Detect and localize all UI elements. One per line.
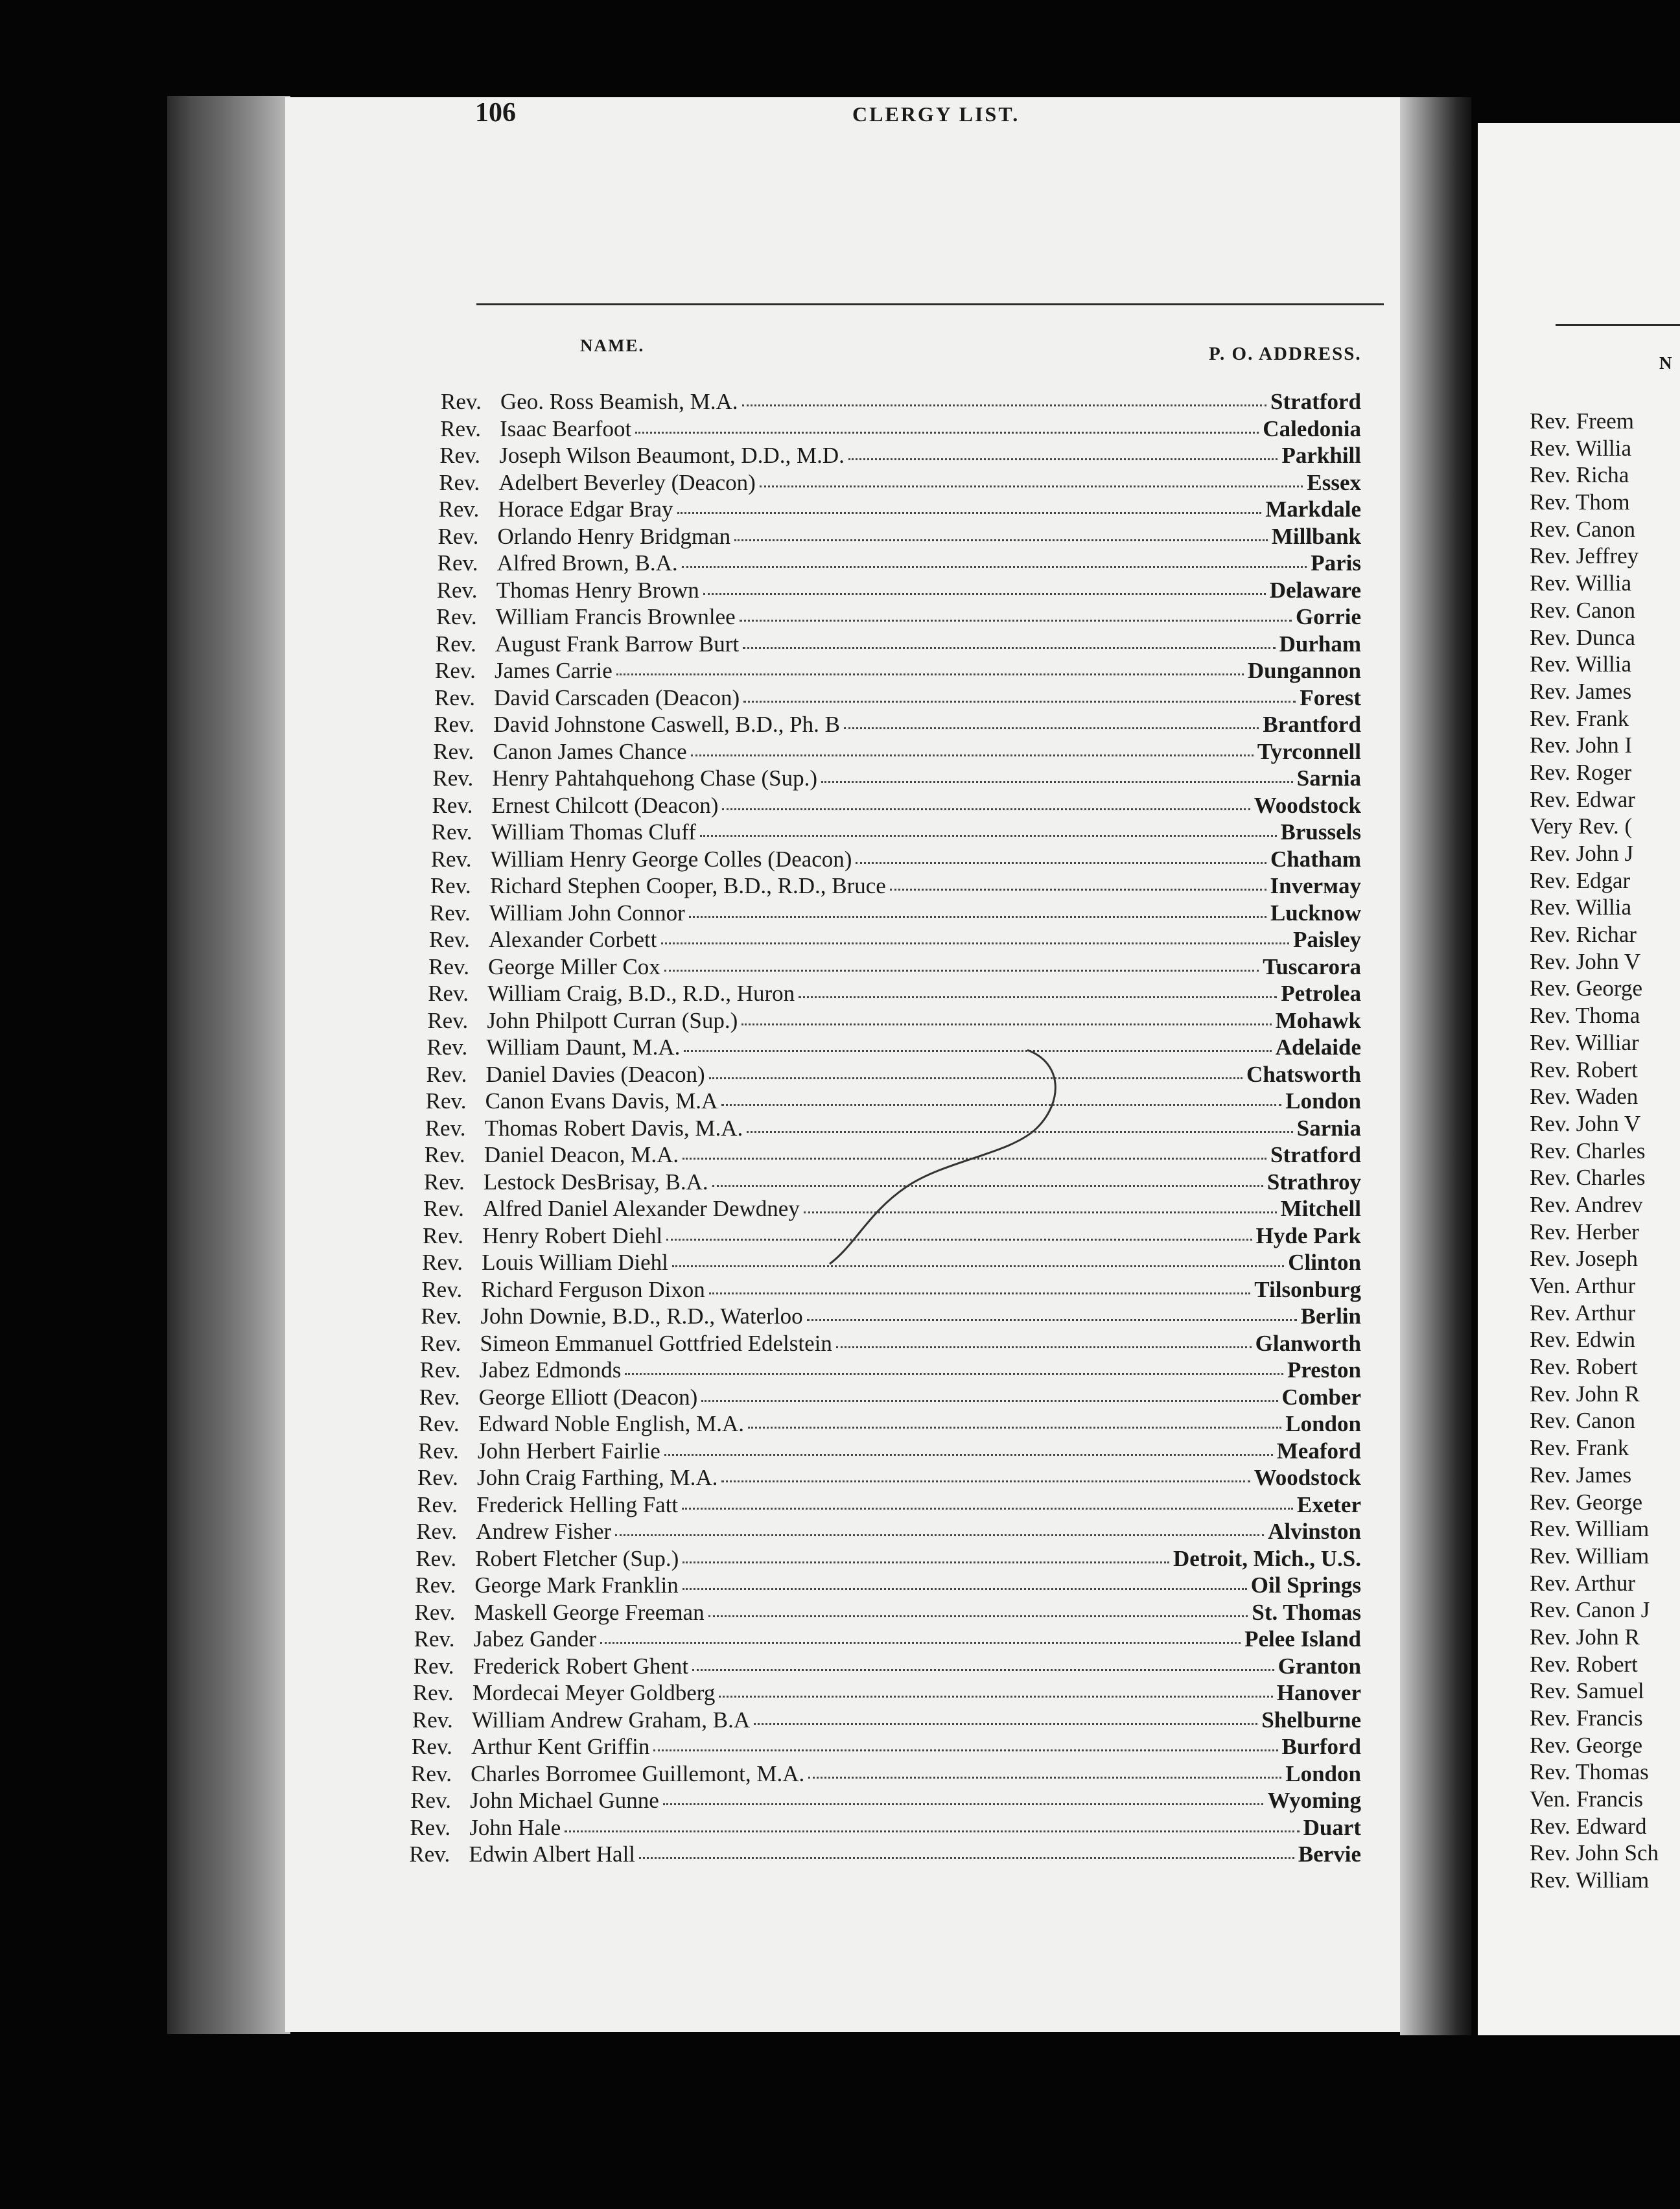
entry-name: John Downie, B.D., R.D., Waterloo: [480, 1303, 803, 1329]
entry-address: Petrolea: [1281, 981, 1361, 1006]
entry-name: Daniel Davies (Deacon): [485, 1061, 705, 1087]
entry-address: Millbank: [1271, 523, 1361, 549]
facing-entry: Rev. John Sch: [1530, 1840, 1659, 1866]
facing-entry: Rev. Canon: [1530, 1408, 1635, 1434]
entry-address: Chatham: [1270, 846, 1361, 872]
facing-entry: Rev. Charles: [1530, 1138, 1646, 1163]
entry-name: John Craig Farthing, M.A.: [477, 1465, 718, 1490]
entry-address: Alvinston: [1268, 1519, 1361, 1544]
entry-address: Berlin: [1300, 1303, 1361, 1329]
entry-address: Forest: [1300, 684, 1361, 710]
facing-entry: Rev. Edwar: [1530, 786, 1635, 812]
entry-name: William Daunt, M.A.: [486, 1034, 681, 1060]
entry-name: Orlando Henry Bridgman: [497, 523, 731, 549]
entry-address: Shelburne: [1261, 1707, 1361, 1733]
facing-entry: Rev. Herber: [1530, 1219, 1639, 1245]
facing-entry: Rev. Robert: [1530, 1354, 1638, 1380]
entry-prefix: Rev.: [432, 766, 474, 791]
facing-entry: Rev. Richa: [1530, 462, 1629, 488]
entry-address: Sarnia: [1296, 766, 1361, 791]
entry-address: Exeter: [1296, 1491, 1361, 1517]
entry-prefix: Rev.: [440, 415, 481, 441]
entry-address: Tyrconnell: [1257, 738, 1361, 764]
facing-entry: Rev. Freem: [1530, 408, 1635, 434]
entry-name: James Carrie: [495, 658, 612, 683]
entry-address: Delaware: [1269, 577, 1361, 603]
facing-entry: Rev. Edward: [1530, 1813, 1647, 1839]
entry-name: Henry Pahtahquehong Chase (Sup.): [492, 766, 817, 791]
entry-prefix: Rev.: [435, 658, 476, 683]
entry-address: Tuscarora: [1263, 953, 1361, 979]
entry-prefix: Rev.: [431, 819, 472, 845]
entry-prefix: Rev.: [425, 1088, 467, 1114]
entry-address: Stratford: [1270, 1142, 1361, 1167]
facing-entry: Rev. Frank: [1530, 705, 1629, 731]
facing-entry: Rev. Robert: [1530, 1057, 1638, 1082]
entry-address: Clinton: [1288, 1250, 1361, 1275]
entry-name: John Herbert Fairlie: [477, 1438, 660, 1464]
entry-name: Jabez Edmonds: [479, 1357, 622, 1383]
facing-entry: Rev. Edgar: [1530, 867, 1631, 893]
entry-address: Hanover: [1276, 1680, 1361, 1705]
facing-entry: Rev. Arthur: [1530, 1570, 1635, 1596]
facing-entry: Rev. Willia: [1530, 435, 1632, 461]
entry-address: Preston: [1287, 1357, 1361, 1383]
entry-name: Ernest Chilcott (Deacon): [491, 792, 719, 818]
facing-column-header: N: [1659, 353, 1672, 373]
entry-prefix: Rev.: [425, 1115, 466, 1141]
entry-name: Maskell George Freeman: [474, 1599, 705, 1625]
facing-entry: Rev. William: [1530, 1543, 1650, 1569]
entry-address: Paisley: [1293, 927, 1361, 952]
entry-address: Adelaide: [1275, 1034, 1361, 1060]
facing-entry: Rev. Waden: [1530, 1084, 1639, 1110]
facing-entry: Rev. Willia: [1530, 570, 1632, 596]
entry-prefix: Rev.: [418, 1411, 460, 1436]
facing-entry: Rev. Robert: [1530, 1651, 1638, 1677]
running-title: CLERGY LIST.: [852, 102, 1020, 126]
facing-entry: Rev. Thoma: [1530, 1003, 1640, 1029]
entry-prefix: Rev.: [438, 497, 480, 522]
entry-prefix: Rev.: [410, 1814, 451, 1840]
entry-address: Glanworth: [1255, 1330, 1361, 1356]
entry-name: Mordecai Meyer Goldberg: [472, 1680, 716, 1705]
facing-entry: Rev. Thomas: [1530, 1759, 1649, 1785]
entry-prefix: Rev.: [439, 469, 480, 495]
facing-entry: Rev. Arthur: [1530, 1300, 1635, 1326]
facing-entry: Rev. Charles: [1530, 1165, 1646, 1191]
entry-address: Sarnia: [1296, 1115, 1361, 1141]
entry-name: Adelbert Beverley (Deacon): [498, 469, 756, 495]
entry-prefix: Rev.: [439, 443, 481, 468]
entry-prefix: Rev.: [430, 846, 472, 872]
entry-prefix: Rev.: [436, 577, 478, 603]
facing-entry: Rev. Williar: [1530, 1029, 1639, 1055]
entry-prefix: Rev.: [429, 927, 470, 952]
entry-name: Jabez Gander: [473, 1626, 597, 1652]
facing-entry: Rev. Joseph: [1530, 1246, 1638, 1272]
entry-address: Granton: [1278, 1653, 1361, 1679]
entry-name: Arthur Kent Griffin: [471, 1734, 650, 1759]
entry-name: Thomas Robert Davis, M.A.: [484, 1115, 743, 1141]
entry-prefix: Rev.: [414, 1599, 456, 1625]
entry-prefix: Rev.: [419, 1384, 460, 1410]
facing-entry: Rev. Roger: [1530, 759, 1632, 785]
facing-entry: Rev. Canon: [1530, 597, 1635, 623]
facing-entry: Rev. Canon J: [1530, 1597, 1650, 1623]
entry-name: Canon Evans Davis, M.A: [485, 1088, 718, 1114]
facing-entry: Rev. James: [1530, 678, 1632, 704]
entry-prefix: Rev.: [426, 1034, 468, 1060]
entry-address: Markdale: [1265, 497, 1361, 522]
entry-prefix: Rev.: [415, 1572, 456, 1598]
entry-name: George Elliott (Deacon): [478, 1384, 698, 1410]
facing-entry: Rev. John V: [1530, 948, 1641, 974]
entry-prefix: Rev.: [419, 1357, 461, 1383]
entry-name: Isaac Bearfoot: [500, 415, 632, 441]
entry-address: Bervie: [1298, 1841, 1361, 1867]
entry-name: Alfred Brown, B.A.: [496, 550, 678, 576]
entry-name: Alfred Daniel Alexander Dewdney: [483, 1196, 800, 1221]
facing-entry: Rev. John R: [1530, 1381, 1640, 1407]
entry-name: August Frank Barrow Burt: [495, 631, 740, 657]
column-header-name: NAME.: [580, 336, 645, 355]
facing-entry: Rev. Willia: [1530, 894, 1632, 920]
entry-name: Joseph Wilson Beaumont, D.D., M.D.: [499, 443, 845, 468]
entry-prefix: Rev.: [429, 900, 471, 926]
entry-prefix: Rev.: [412, 1707, 453, 1733]
entry-prefix: Rev.: [416, 1519, 458, 1544]
entry-address: Mitchell: [1280, 1196, 1361, 1221]
column-header-address: P. O. ADDRESS.: [1209, 344, 1362, 364]
entry-prefix: Rev.: [422, 1250, 463, 1275]
entry-address: Essex: [1307, 469, 1361, 495]
entry-name: David Carscaden (Deacon): [494, 684, 740, 710]
entry-prefix: Rev.: [427, 1007, 469, 1033]
entry-name: George Mark Franklin: [474, 1572, 679, 1598]
entry-name: William Francis Brownlee: [495, 604, 736, 629]
entry-prefix: Rev.: [434, 712, 475, 737]
facing-entry: Very Rev. (: [1530, 813, 1633, 839]
entry-address: Lucknow: [1270, 900, 1361, 926]
facing-entry: Rev. George: [1530, 976, 1642, 1001]
entry-address: London: [1285, 1760, 1361, 1786]
entry-prefix: Rev.: [421, 1303, 462, 1329]
entry-name: Thomas Henry Brown: [496, 577, 699, 603]
entry-name: Frederick Helling Fatt: [476, 1491, 679, 1517]
entry-prefix: Rev.: [423, 1222, 463, 1248]
entry-name: Lestock DesBrisay, B.A.: [483, 1169, 708, 1195]
facing-entry: Rev. Dunca: [1530, 624, 1635, 650]
entry-prefix: Rev.: [423, 1196, 464, 1221]
facing-entry: Rev. Jeffrey: [1530, 543, 1639, 569]
entry-name: Simeon Emmanuel Gottfried Edelstein: [480, 1330, 832, 1356]
entry-address: Gorrie: [1295, 604, 1361, 629]
entry-address: Duart: [1303, 1814, 1361, 1840]
entry-address: Brantford: [1263, 712, 1361, 737]
entry-address: Pelee Island: [1244, 1626, 1361, 1652]
entry-name: Robert Fletcher (Sup.): [475, 1545, 679, 1571]
entry-prefix: Rev.: [428, 981, 469, 1006]
entry-address: Woodstock: [1254, 792, 1361, 818]
entry-prefix: Rev.: [434, 684, 475, 710]
entry-name: Alexander Corbett: [489, 927, 657, 952]
facing-entry: Ven. Francis: [1530, 1786, 1643, 1812]
entry-address: Hyde Park: [1255, 1222, 1361, 1248]
entry-address: Strathroy: [1266, 1169, 1361, 1195]
facing-entry: Rev. Canon: [1530, 516, 1635, 542]
entry-prefix: Rev.: [426, 1061, 467, 1087]
entry-name: John Philpott Curran (Sup.): [487, 1007, 738, 1033]
facing-entry: Rev. Thom: [1530, 489, 1630, 515]
entry-address: Chatsworth: [1246, 1061, 1361, 1087]
entry-name: David Johnstone Caswell, B.D., Ph. B: [493, 712, 840, 737]
entry-prefix: Rev.: [413, 1653, 454, 1679]
entry-prefix: Rev.: [412, 1680, 454, 1705]
entry-prefix: Rev.: [415, 1545, 457, 1571]
entry-address: Detroit, Mich., U.S.: [1173, 1545, 1361, 1571]
entry-address: Oil Springs: [1250, 1572, 1361, 1598]
facing-entry: Rev. George: [1530, 1489, 1642, 1515]
entry-prefix: Rev.: [432, 792, 473, 818]
entry-name: William Thomas Cluff: [491, 819, 696, 845]
entry-prefix: Rev.: [430, 873, 471, 898]
entry-address: Mohawk: [1275, 1007, 1361, 1033]
entry-address: Inverмay: [1270, 873, 1361, 898]
entry-prefix: Rev.: [414, 1626, 455, 1652]
entry-prefix: Rev.: [437, 550, 478, 576]
entry-name: Geo. Ross Beamish, M.A.: [500, 389, 738, 414]
entry-name: John Hale: [469, 1814, 561, 1840]
entry-name: Richard Ferguson Dixon: [481, 1276, 705, 1302]
entry-prefix: Rev.: [433, 738, 474, 764]
facing-entry: Rev. Francis: [1530, 1705, 1643, 1731]
entry-address: Wyoming: [1267, 1788, 1361, 1813]
entry-name: Richard Stephen Cooper, B.D., R.D., Bruce: [489, 873, 886, 898]
entry-address: London: [1285, 1411, 1361, 1436]
page-number: 106: [475, 98, 516, 128]
entry-prefix: Rev.: [441, 389, 482, 414]
entry-name: George Miller Cox: [488, 953, 660, 979]
entry-prefix: Rev.: [438, 523, 479, 549]
facing-entry: Rev. James: [1530, 1462, 1632, 1488]
entry-prefix: Rev.: [424, 1142, 465, 1167]
entry-name: Frederick Robert Ghent: [472, 1653, 689, 1679]
facing-entry: Rev. John V: [1530, 1110, 1641, 1136]
entry-prefix: Rev.: [417, 1491, 458, 1517]
entry-address: Burford: [1281, 1734, 1361, 1759]
entry-address: St. Thomas: [1252, 1599, 1361, 1625]
entry-address: Meaford: [1276, 1438, 1361, 1464]
facing-entry: Rev. Andrev: [1530, 1191, 1643, 1217]
entry-name: Andrew Fisher: [476, 1519, 612, 1544]
entry-prefix: Rev.: [409, 1841, 450, 1867]
entry-name: Daniel Deacon, M.A.: [484, 1142, 679, 1167]
facing-entry: Rev. John R: [1530, 1624, 1640, 1650]
entry-address: Parkhill: [1281, 443, 1361, 468]
entry-name: William Henry George Colles (Deacon): [490, 846, 852, 872]
entry-prefix: Rev.: [436, 604, 477, 629]
entry-name: Charles Borromee Guillemont, M.A.: [471, 1760, 805, 1786]
entry-address: Paris: [1311, 550, 1361, 576]
entry-name: William Craig, B.D., R.D., Huron: [487, 981, 795, 1006]
facing-entry: Rev. William: [1530, 1516, 1650, 1542]
facing-entry: Rev. Samuel: [1530, 1678, 1644, 1704]
entry-address: Durham: [1279, 631, 1361, 657]
facing-entry: Ven. Arthur: [1530, 1273, 1636, 1298]
entry-address: Stratford: [1270, 389, 1361, 414]
facing-entry: Rev. John I: [1530, 732, 1633, 758]
facing-entry: Rev. William: [1530, 1867, 1650, 1893]
entry-prefix: Rev.: [428, 953, 469, 979]
facing-entry: Rev. Willia: [1530, 651, 1632, 677]
entry-name: Louis William Diehl: [482, 1250, 668, 1275]
facing-entry: Rev. Richar: [1530, 922, 1637, 948]
entry-address: Brussels: [1280, 819, 1361, 845]
entry-prefix: Rev.: [417, 1438, 459, 1464]
entry-address: London: [1285, 1088, 1361, 1114]
entry-name: Canon James Chance: [493, 738, 687, 764]
facing-entry: Rev. John J: [1530, 841, 1634, 866]
entry-prefix: Rev.: [420, 1330, 461, 1356]
entry-name: Henry Robert Diehl: [482, 1222, 663, 1248]
entry-prefix: Rev.: [435, 631, 476, 657]
entry-name: William Andrew Graham, B.A: [471, 1707, 751, 1733]
entry-name: Edward Noble English, M.A.: [478, 1411, 745, 1436]
entry-address: Caledonia: [1263, 415, 1361, 441]
facing-entry: Rev. Frank: [1530, 1435, 1629, 1461]
facing-entry: Rev. George: [1530, 1732, 1642, 1758]
facing-entry: Rev. Edwin: [1530, 1327, 1635, 1353]
entry-address: Comber: [1281, 1384, 1361, 1410]
entry-name: William John Connor: [489, 900, 685, 926]
entry-prefix: Rev.: [410, 1788, 452, 1813]
entry-prefix: Rev.: [412, 1734, 452, 1759]
entry-address: Woodstock: [1254, 1465, 1361, 1490]
entry-prefix: Rev.: [421, 1276, 463, 1302]
entry-name: Edwin Albert Hall: [469, 1841, 636, 1867]
entry-prefix: Rev.: [411, 1760, 452, 1786]
entry-name: John Michael Gunne: [470, 1788, 659, 1813]
entry-name: Horace Edgar Bray: [498, 497, 673, 522]
entry-address: Tilsonburg: [1254, 1276, 1361, 1302]
entry-address: Dungannon: [1247, 658, 1361, 683]
entry-prefix: Rev.: [417, 1465, 458, 1490]
entry-prefix: Rev.: [423, 1169, 465, 1195]
